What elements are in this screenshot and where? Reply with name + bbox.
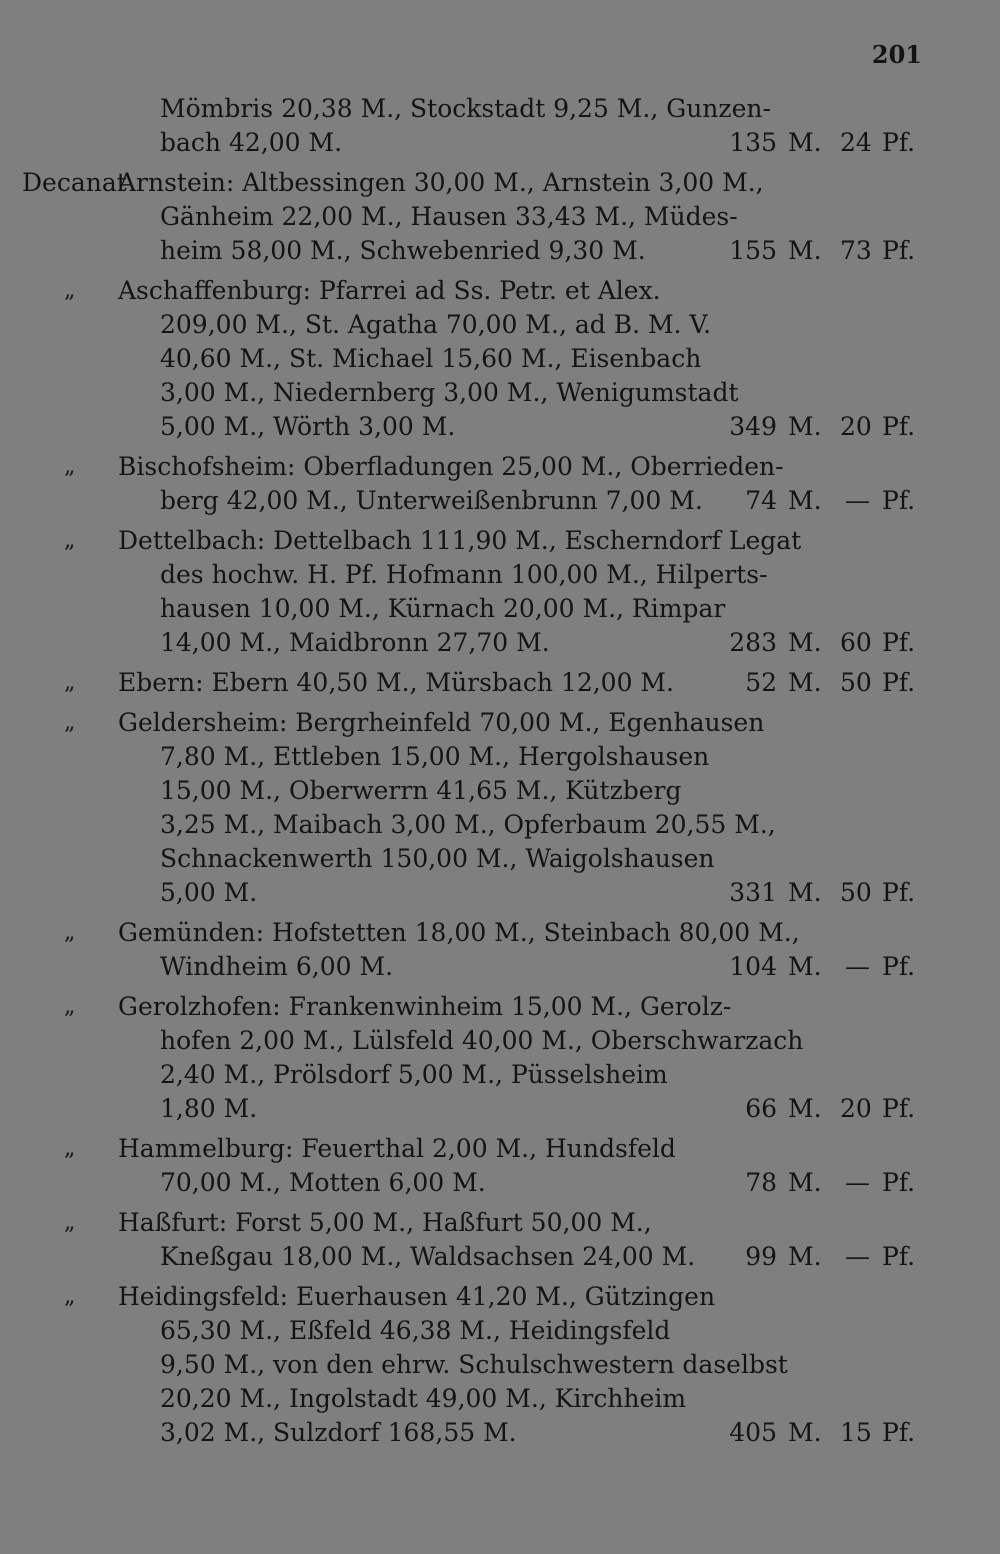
amount-pfennig-unit: Pf.: [882, 878, 916, 907]
entry-line: [0, 1416, 1000, 1450]
entry-line: [0, 1132, 1000, 1166]
entry-line: [0, 450, 1000, 484]
entry-line: [0, 524, 1000, 558]
amount-pfennig: —: [845, 1242, 870, 1271]
entry-line: [0, 342, 1000, 376]
entry-line: [0, 950, 1000, 984]
entry-text: 65,30 M., Eßfeld 46,38 M., Heidingsfeld: [160, 1316, 671, 1345]
ledger-entry: [0, 1206, 1000, 1274]
entry-text: 5,00 M.: [160, 878, 258, 907]
amount-marks: 331: [729, 878, 777, 907]
entry-text: Heidingsfeld: Euerhausen 41,20 M., Gützingen: [118, 1282, 716, 1311]
entry-text: Gemünden: Hofstetten 18,00 M., Steinbach 80,00 M.,: [118, 918, 800, 947]
amount-pfennig: —: [845, 952, 870, 981]
entry-list: [0, 92, 1000, 1456]
entry-line: [0, 126, 1000, 160]
amount-pfennig-unit: Pf.: [882, 668, 916, 697]
ledger-entry: [0, 990, 1000, 1126]
ditto-mark: „: [64, 528, 76, 553]
entry-line: [0, 990, 1000, 1024]
entry-text: hofen 2,00 M., Lülsfeld 40,00 M., Oberschwarzach: [160, 1026, 804, 1055]
amount-marks: 349: [729, 412, 777, 441]
entry-text: 5,00 M., Wörth 3,00 M.: [160, 412, 456, 441]
ditto-mark: „: [64, 1284, 76, 1309]
amount-mark-unit: M.: [788, 412, 822, 441]
entry-line: [0, 92, 1000, 126]
amount-pfennig: 50: [840, 668, 872, 697]
entry-text: Kneßgau 18,00 M., Waldsachsen 24,00 M.: [160, 1242, 696, 1271]
ditto-mark: „: [64, 1136, 76, 1161]
amount-pfennig-unit: Pf.: [882, 1094, 916, 1123]
ledger-entry: [0, 524, 1000, 660]
entry-text: 70,00 M., Motten 6,00 M.: [160, 1168, 486, 1197]
entry-text: 9,50 M., von den ehrw. Schulschwestern daselbst: [160, 1350, 788, 1379]
amount-pfennig-unit: Pf.: [882, 952, 916, 981]
entry-text: Mömbris 20,38 M., Stockstadt 9,25 M., Gunzen-: [160, 94, 771, 123]
amount-mark-unit: M.: [788, 1418, 822, 1447]
entry-text: Hammelburg: Feuerthal 2,00 M., Hundsfeld: [118, 1134, 676, 1163]
ledger-entry: [0, 1280, 1000, 1450]
amount-pfennig-unit: Pf.: [882, 1168, 916, 1197]
amount-pfennig: 73: [840, 236, 872, 265]
entry-text: 15,00 M., Oberwerrn 41,65 M., Kützberg: [160, 776, 682, 805]
ditto-mark: „: [64, 920, 76, 945]
ditto-mark: „: [64, 994, 76, 1019]
entry-line: [0, 166, 1000, 200]
entry-line: [0, 308, 1000, 342]
ledger-entry: [0, 666, 1000, 700]
entry-line: [0, 592, 1000, 626]
amount-marks: 104: [729, 952, 777, 981]
amount-pfennig-unit: Pf.: [882, 128, 916, 157]
amount-pfennig-unit: Pf.: [882, 236, 916, 265]
amount-pfennig: 24: [840, 128, 872, 157]
entry-line: [0, 1166, 1000, 1200]
entry-text: 40,60 M., St. Michael 15,60 M., Eisenbach: [160, 344, 702, 373]
entry-line: [0, 558, 1000, 592]
entry-line: [0, 410, 1000, 444]
ledger-entry: [0, 450, 1000, 518]
amount-mark-unit: M.: [788, 952, 822, 981]
entry-text: 3,25 M., Maibach 3,00 M., Opferbaum 20,55 M.,: [160, 810, 776, 839]
entry-text: Ebern: Ebern 40,50 M., Mürsbach 12,00 M.: [118, 668, 674, 697]
entry-line: [0, 916, 1000, 950]
ditto-mark: „: [64, 670, 76, 695]
entry-line: [0, 808, 1000, 842]
amount-marks: 155: [729, 236, 777, 265]
entry-text: 3,00 M., Niedernberg 3,00 M., Wenigumstadt: [160, 378, 739, 407]
entry-line: [0, 484, 1000, 518]
entry-text: 2,40 M., Prölsdorf 5,00 M., Püsselsheim: [160, 1060, 668, 1089]
entry-text: heim 58,00 M., Schwebenried 9,30 M.: [160, 236, 646, 265]
amount-pfennig-unit: Pf.: [882, 628, 916, 657]
entry-text: 1,80 M.: [160, 1094, 258, 1123]
ditto-mark: „: [64, 1210, 76, 1235]
entry-text: 209,00 M., St. Agatha 70,00 M., ad B. M. V.: [160, 310, 712, 339]
entry-line: [0, 876, 1000, 910]
entry-line: [0, 1024, 1000, 1058]
entry-line: [0, 1348, 1000, 1382]
amount-pfennig-unit: Pf.: [882, 486, 916, 515]
entry-line: [0, 740, 1000, 774]
amount-pfennig-unit: Pf.: [882, 1242, 916, 1271]
entry-line: [0, 376, 1000, 410]
amount-marks: 405: [729, 1418, 777, 1447]
amount-pfennig-unit: Pf.: [882, 412, 916, 441]
entry-text: 3,02 M., Sulzdorf 168,55 M.: [160, 1418, 517, 1447]
entry-text: Haßfurt: Forst 5,00 M., Haßfurt 50,00 M.,: [118, 1208, 652, 1237]
ledger-entry: [0, 92, 1000, 160]
entry-line: [0, 1058, 1000, 1092]
amount-pfennig: 15: [840, 1418, 872, 1447]
entry-line: [0, 842, 1000, 876]
entry-text: berg 42,00 M., Unterweißenbrunn 7,00 M.: [160, 486, 703, 515]
entry-text: 14,00 M., Maidbronn 27,70 M.: [160, 628, 550, 657]
amount-mark-unit: M.: [788, 1094, 822, 1123]
ledger-entry: [0, 916, 1000, 984]
entry-text: 7,80 M., Ettleben 15,00 M., Hergolshausen: [160, 742, 710, 771]
entry-line: [0, 774, 1000, 808]
entry-text: Arnstein: Altbessingen 30,00 M., Arnstein 3,00 M.,: [118, 168, 764, 197]
ditto-mark: „: [64, 710, 76, 735]
amount-pfennig-unit: Pf.: [882, 1418, 916, 1447]
ditto-mark: „: [64, 454, 76, 479]
amount-mark-unit: M.: [788, 486, 822, 515]
entry-text: Gerolzhofen: Frankenwinheim 15,00 M., Gerolz-: [118, 992, 732, 1021]
amount-pfennig: 60: [840, 628, 872, 657]
ledger-entry: [0, 274, 1000, 444]
entry-text: Bischofsheim: Oberfladungen 25,00 M., Oberrieden-: [118, 452, 784, 481]
ledger-entry: [0, 1132, 1000, 1200]
amount-pfennig: 50: [840, 878, 872, 907]
entry-line: [0, 274, 1000, 308]
amount-mark-unit: M.: [788, 1242, 822, 1271]
entry-text: Geldersheim: Bergrheinfeld 70,00 M., Egenhausen: [118, 708, 765, 737]
entry-line: [0, 1092, 1000, 1126]
entry-text: Gänheim 22,00 M., Hausen 33,43 M., Müdes-: [160, 202, 738, 231]
entry-line: [0, 1280, 1000, 1314]
entry-text: hausen 10,00 M., Kürnach 20,00 M., Rimpar: [160, 594, 726, 623]
amount-pfennig: —: [845, 486, 870, 515]
amount-marks: 52: [745, 668, 777, 697]
amount-mark-unit: M.: [788, 1168, 822, 1197]
entry-line: [0, 1314, 1000, 1348]
amount-mark-unit: M.: [788, 878, 822, 907]
amount-pfennig: 20: [840, 1094, 872, 1123]
amount-mark-unit: M.: [788, 668, 822, 697]
amount-mark-unit: M.: [788, 628, 822, 657]
ditto-mark: „: [64, 278, 76, 303]
deanery-label: Decanat: [22, 168, 127, 197]
amount-marks: 66: [745, 1094, 777, 1123]
entry-line: [0, 626, 1000, 660]
amount-marks: 135: [729, 128, 777, 157]
entry-text: 20,20 M., Ingolstadt 49,00 M., Kirchheim: [160, 1384, 687, 1413]
amount-pfennig: —: [845, 1168, 870, 1197]
ledger-entry: [0, 706, 1000, 910]
entry-line: [0, 1206, 1000, 1240]
entry-line: [0, 1240, 1000, 1274]
entry-text: des hochw. H. Pf. Hofmann 100,00 M., Hilperts-: [160, 560, 768, 589]
amount-mark-unit: M.: [788, 128, 822, 157]
page-number: 201: [871, 40, 922, 69]
entry-text: Schnackenwerth 150,00 M., Waigolshausen: [160, 844, 715, 873]
amount-pfennig: 20: [840, 412, 872, 441]
entry-line: [0, 234, 1000, 268]
entry-line: [0, 200, 1000, 234]
entry-text: Windheim 6,00 M.: [160, 952, 394, 981]
amount-mark-unit: M.: [788, 236, 822, 265]
entry-text: Dettelbach: Dettelbach 111,90 M., Escherndorf Legat: [118, 526, 802, 555]
entry-line: [0, 1382, 1000, 1416]
ledger-entry: [0, 166, 1000, 268]
amount-marks: 99: [745, 1242, 777, 1271]
amount-marks: 74: [745, 486, 777, 515]
entry-text: bach 42,00 M.: [160, 128, 343, 157]
amount-marks: 283: [729, 628, 777, 657]
entry-line: [0, 706, 1000, 740]
entry-text: Aschaffenburg: Pfarrei ad Ss. Petr. et Alex.: [118, 276, 661, 305]
amount-marks: 78: [745, 1168, 777, 1197]
entry-line: [0, 666, 1000, 700]
